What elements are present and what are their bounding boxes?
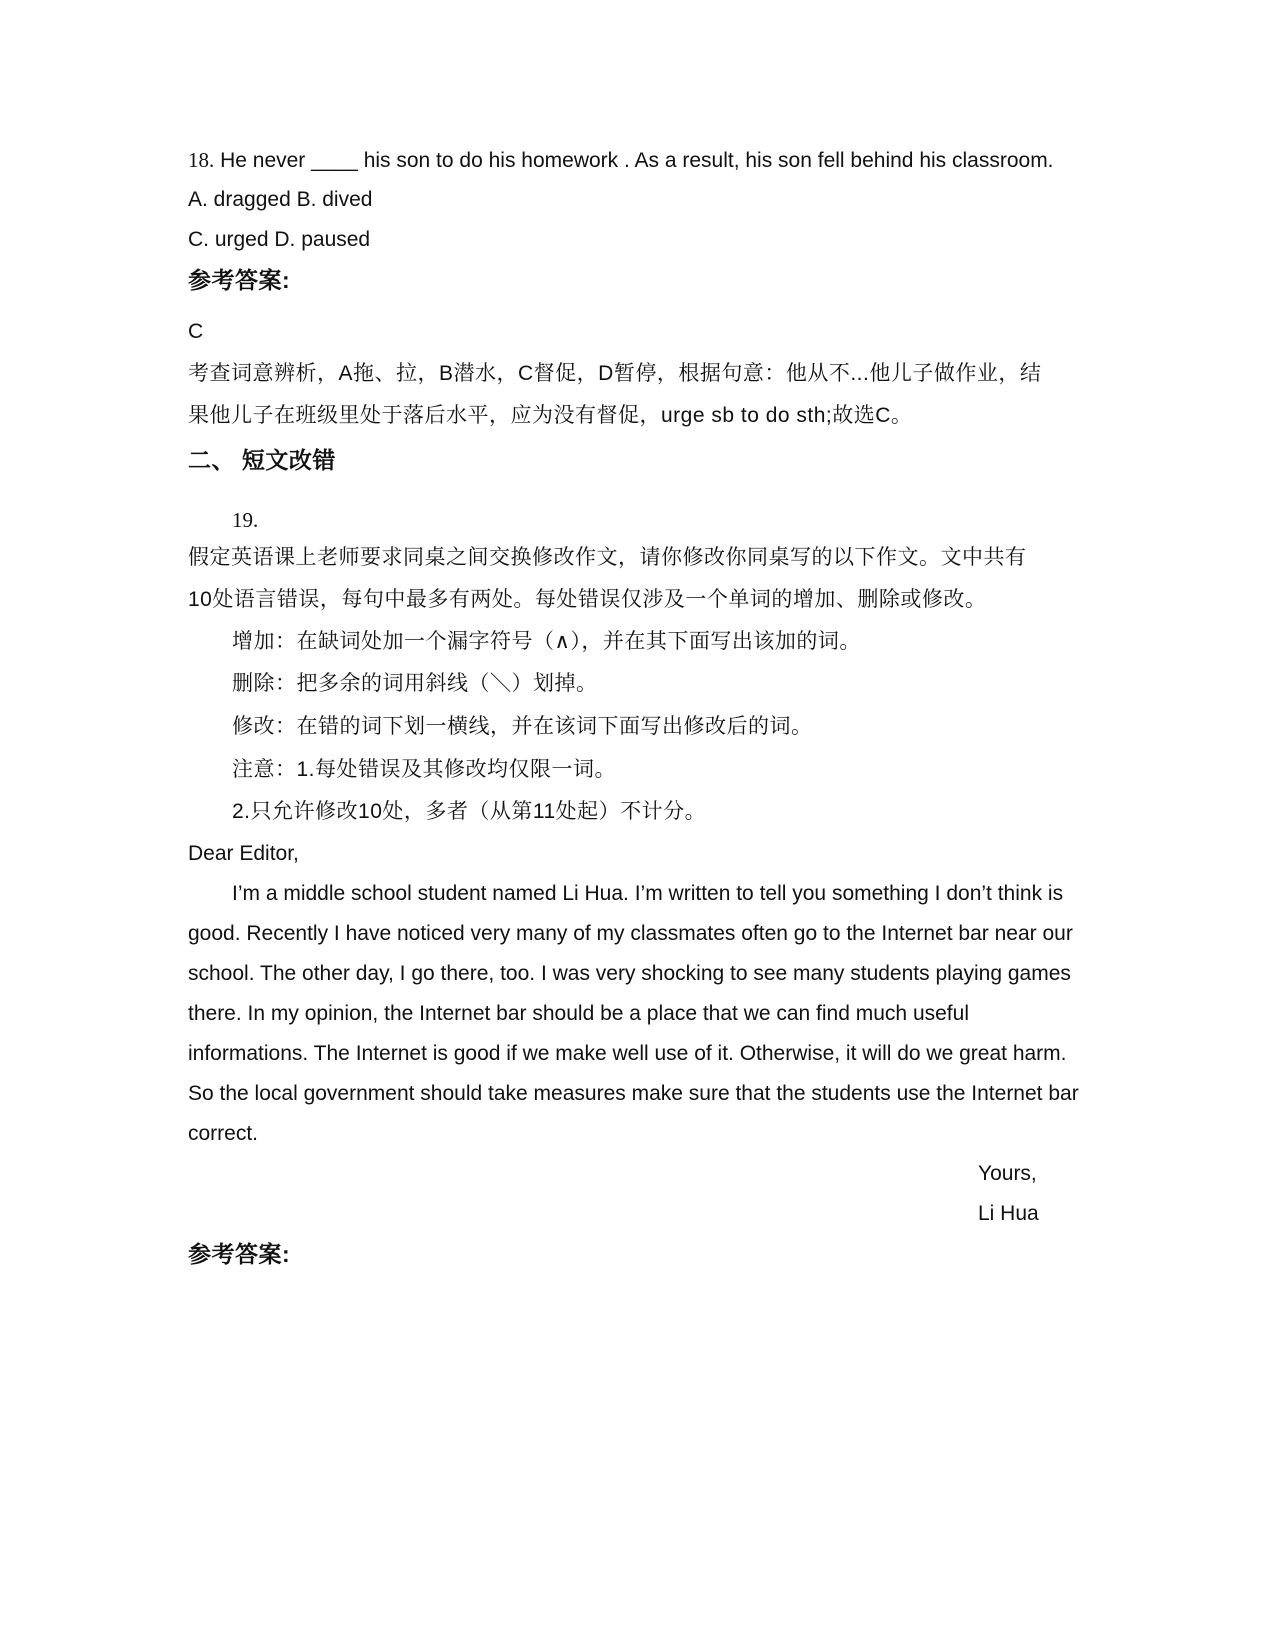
note-1: 注意：1.每处错误及其修改均仅限一词。 bbox=[232, 758, 617, 781]
rule-delete: 删除：把多余的词用斜线（＼）划掉。 bbox=[232, 672, 598, 695]
letter-signature: Li Hua bbox=[978, 1202, 1039, 1225]
answer-18-letter: C bbox=[188, 320, 204, 343]
letter-body-line: good. Recently I have noticed very many of my classmates often go to the Internet bar near our bbox=[188, 922, 1073, 945]
letter-body-line: So the local government should take measures make sure that the students use the Internet bar bbox=[188, 1082, 1079, 1105]
question-18-number: 18. bbox=[188, 148, 215, 172]
note-2: 2.只允许修改10处，多者（从第11处起）不计分。 bbox=[232, 800, 707, 823]
letter-body-line: I’m a middle school student named Li Hua. I’m written to tell you something I don’t think is bbox=[232, 882, 1064, 905]
question-19-intro-line-1: 假定英语课上老师要求同桌之间交换修改作文，请你修改你同桌写的以下作文。文中共有 bbox=[188, 546, 1027, 569]
rule-modify: 修改：在错的词下划一横线，并在该词下面写出修改后的词。 bbox=[232, 715, 813, 738]
question-18-text: He never ____ his son to do his homework . As a result, his son fell behind his classroom. bbox=[220, 149, 1054, 172]
letter-body-line: there. In my opinion, the Internet bar should be a place that we can find much useful bbox=[188, 1002, 969, 1025]
section-heading: 二、 短文改错 bbox=[188, 447, 336, 473]
rule-add: 增加：在缺词处加一个漏字符号（∧），并在其下面写出该加的词。 bbox=[232, 630, 861, 653]
letter-salutation: Dear Editor, bbox=[188, 842, 299, 865]
letter-body-line: informations. The Internet is good if we make well use of it. Otherwise, it will do we great harm. bbox=[188, 1042, 1067, 1065]
answer-18-explanation-line-2: 果他儿子在班级里处于落后水平，应为没有督促，urge sb to do sth;故选C。 bbox=[188, 404, 913, 427]
answer-heading: 参考答案: bbox=[188, 267, 291, 293]
question-18-options-cd: C. urged D. paused bbox=[188, 228, 371, 251]
question-18-stem bbox=[188, 146, 1054, 175]
letter-closing: Yours, bbox=[978, 1162, 1037, 1185]
question-18-options-ab: A. dragged B. dived bbox=[188, 188, 373, 211]
answer-18-explanation-line-1: 考查词意辨析，A拖、拉，B潜水，C督促，D暂停，根据句意：他从不...他儿子做作业，结 bbox=[188, 362, 1042, 385]
answer-heading: 参考答案: bbox=[188, 1241, 291, 1267]
letter-body-line: correct. bbox=[188, 1122, 259, 1145]
letter-body-line: school. The other day, I go there, too. I was very shocking to see many students playing games bbox=[188, 962, 1071, 985]
question-19-intro-line-2: 10处语言错误，每句中最多有两处。每处错误仅涉及一个单词的增加、删除或修改。 bbox=[188, 588, 987, 611]
question-19-number: 19. bbox=[232, 508, 259, 532]
